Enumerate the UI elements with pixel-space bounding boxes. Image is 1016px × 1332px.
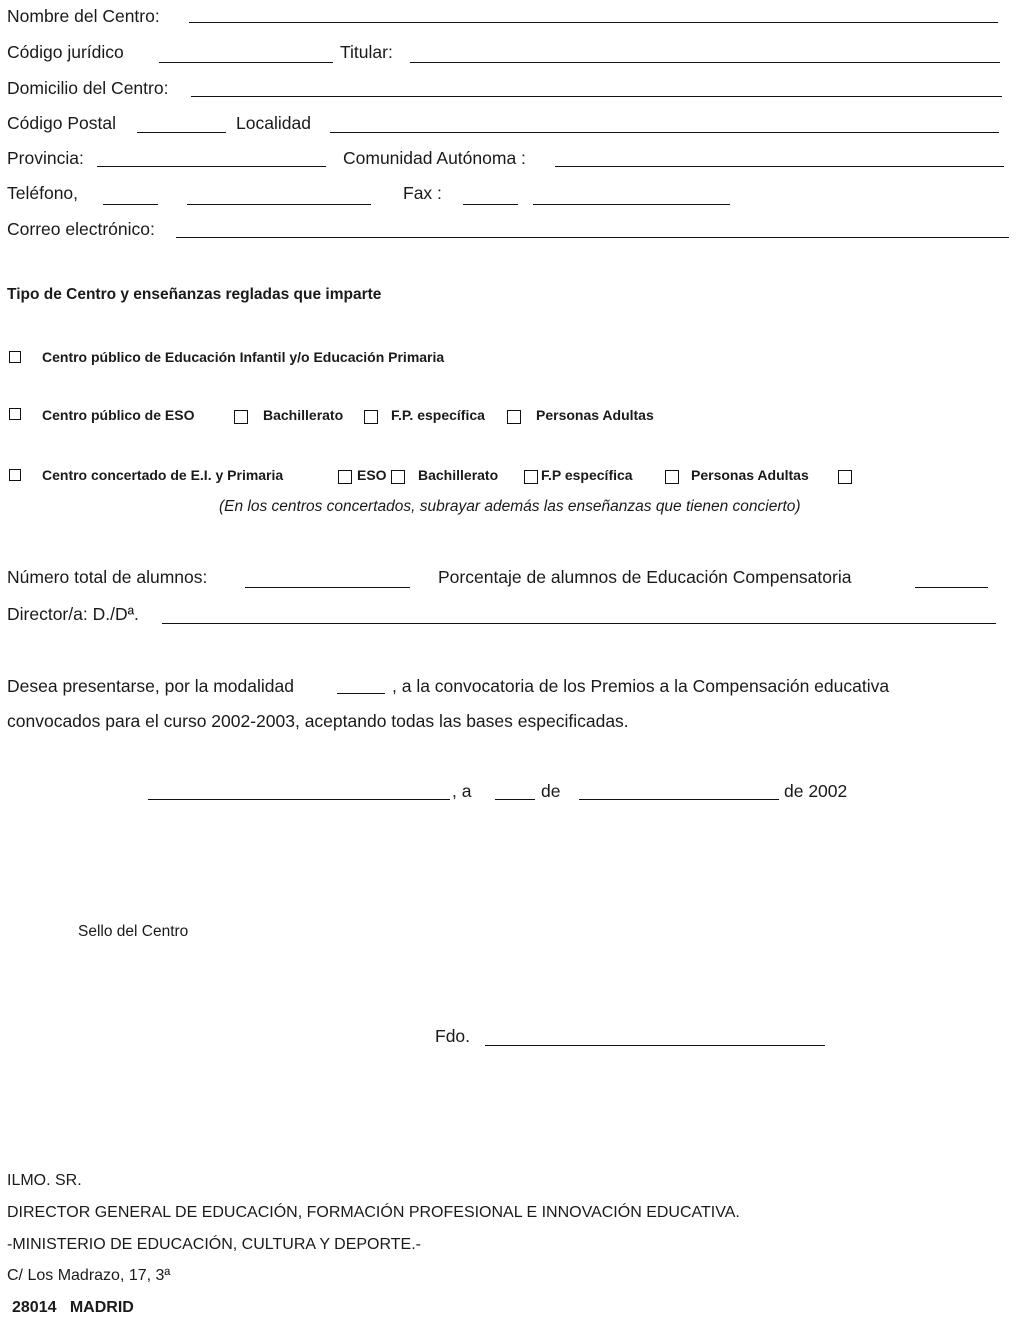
telefono-prefijo-field[interactable]	[103, 204, 158, 205]
fax-prefijo-field[interactable]	[463, 204, 518, 205]
opt3-checkbox[interactable]	[9, 469, 21, 481]
codigo-postal-field[interactable]	[137, 132, 226, 133]
correo-field[interactable]	[176, 237, 1009, 238]
opt3-bach-checkbox[interactable]	[524, 470, 538, 484]
domicilio-label: Domicilio del Centro:	[7, 78, 169, 98]
opt3-eso-label: ESO	[357, 467, 387, 483]
opt3-fp-label: F.P específica	[541, 467, 633, 483]
opt2-fp-checkbox[interactable]	[507, 410, 521, 424]
tipo-centro-heading: Tipo de Centro y enseñanzas regladas que imparte	[7, 286, 382, 303]
provincia-label: Provincia:	[7, 148, 84, 168]
declaracion-line2: convocados para el curso 2002-2003, aceptando todas las bases especificadas.	[7, 711, 629, 731]
nombre-centro-label: Nombre del Centro:	[7, 6, 160, 26]
comunidad-label: Comunidad Autónoma :	[343, 148, 526, 168]
director-field[interactable]	[162, 623, 996, 624]
fax-label: Fax :	[403, 183, 442, 203]
opt2-adultos-label: Personas Adultas	[536, 407, 654, 423]
dest-line2: DIRECTOR GENERAL DE EDUCACIÓN, FORMACIÓN PROFESIONAL E INNOVACIÓN EDUCATIVA.	[7, 1204, 740, 1221]
total-alumnos-label: Número total de alumnos:	[7, 567, 208, 587]
opt3-fp-checkbox[interactable]	[665, 470, 679, 484]
opt3-label: Centro concertado de E.I. y Primaria	[42, 467, 284, 483]
concertados-note: (En los centros concertados, subrayar además las enseñanzas que tienen concierto)	[219, 498, 801, 515]
opt3-primaria-checkbox[interactable]	[338, 470, 352, 484]
localidad-label: Localidad	[236, 113, 311, 133]
correo-label: Correo electrónico:	[7, 219, 155, 239]
codigo-juridico-field[interactable]	[159, 62, 333, 63]
mes-field[interactable]	[579, 799, 779, 800]
dest-line3: -MINISTERIO DE EDUCACIÓN, CULTURA Y DEPORTE.-	[7, 1236, 421, 1253]
dest-line5: 28014 MADRID	[12, 1299, 134, 1316]
opt2-bach-checkbox[interactable]	[364, 410, 378, 424]
fdo-label: Fdo.	[435, 1026, 471, 1046]
porcentaje-field[interactable]	[915, 587, 988, 588]
opt2-eso-checkbox[interactable]	[234, 410, 248, 424]
porcentaje-label: Porcentaje de alumnos de Educación Compensatoria	[438, 567, 852, 587]
fecha-a: , a	[452, 781, 472, 801]
opt3-adultos-label: Personas Adultas	[691, 467, 809, 483]
codigo-juridico-label: Código jurídico	[7, 42, 124, 62]
opt1-checkbox[interactable]	[9, 351, 21, 363]
opt2-label: Centro público de ESO	[42, 407, 195, 423]
lugar-field[interactable]	[148, 799, 450, 800]
declaracion-part2: , a la convocatoria de los Premios a la Compensación educativa	[392, 676, 890, 696]
opt2-checkbox[interactable]	[9, 408, 21, 420]
director-label: Director/a: D./Dª.	[7, 604, 139, 624]
opt3-eso-checkbox[interactable]	[391, 470, 405, 484]
firma-field[interactable]	[485, 1045, 825, 1046]
dia-field[interactable]	[495, 799, 535, 800]
opt2-bach-label: Bachillerato	[263, 407, 344, 423]
nombre-centro-field[interactable]	[189, 22, 998, 23]
opt3-bach-label: Bachillerato	[418, 467, 499, 483]
dest-line4: C/ Los Madrazo, 17, 3ª	[7, 1267, 171, 1284]
telefono-numero-field[interactable]	[187, 204, 371, 205]
localidad-field[interactable]	[330, 132, 999, 133]
domicilio-field[interactable]	[191, 96, 1002, 97]
fecha-de2: de 2002	[784, 781, 848, 801]
opt3-adultos-checkbox[interactable]	[838, 470, 852, 484]
dest-line1: ILMO. SR.	[7, 1172, 82, 1189]
comunidad-field[interactable]	[555, 166, 1004, 167]
codigo-postal-label: Código Postal	[7, 113, 116, 133]
fax-numero-field[interactable]	[533, 204, 730, 205]
titular-field[interactable]	[410, 62, 1000, 63]
total-alumnos-field[interactable]	[245, 587, 410, 588]
provincia-field[interactable]	[97, 166, 326, 167]
sello-label: Sello del Centro	[78, 923, 189, 940]
modalidad-field[interactable]	[337, 693, 385, 694]
declaracion-part1: Desea presentarse, por la modalidad	[7, 676, 294, 696]
fecha-de1: de	[541, 781, 561, 801]
opt1-label: Centro público de Educación Infantil y/o Educación Primaria	[42, 349, 445, 365]
opt2-fp-label: F.P. específica	[391, 407, 485, 423]
telefono-label: Teléfono,	[7, 183, 79, 203]
titular-label: Titular:	[340, 42, 393, 62]
